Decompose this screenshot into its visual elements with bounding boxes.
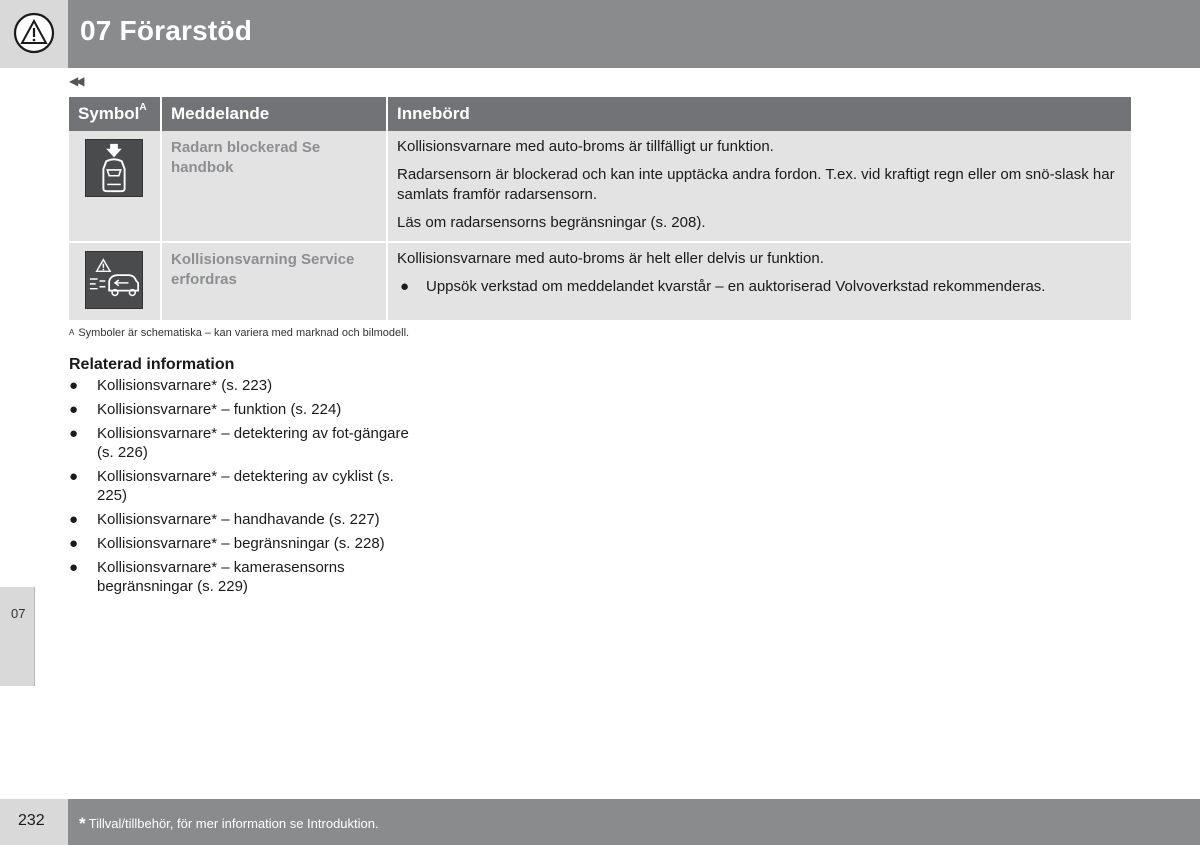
message-cell: Radarn blockerad Se handbok: [161, 131, 387, 242]
table-header-row: [69, 97, 1131, 131]
related-link[interactable]: ● Kollisionsvarnare* – detektering av cyklist (s. 225): [69, 468, 394, 504]
footnote-marker: A: [69, 328, 75, 337]
related-heading: Relaterad information: [69, 356, 235, 373]
related-link[interactable]: ● Kollisionsvarnare* – funktion (s. 224): [69, 401, 342, 418]
chapter-number: 07: [11, 606, 26, 621]
bullet-icon: ●: [69, 468, 79, 485]
related-link[interactable]: ● Kollisionsvarnare* – begränsningar (s. 228): [69, 535, 385, 552]
column-header-meaning: Innebörd: [387, 97, 1131, 131]
header-icon-area: [0, 0, 68, 68]
meaning-text: Kollisionsvarnare med auto-broms är helt eller delvis ur funktion.: [397, 250, 824, 267]
related-list: [69, 376, 409, 601]
meaning-text: Kollisionsvarnare med auto-broms är tillfälligt ur funktion.: [397, 138, 774, 155]
warning-triangle-icon: [13, 12, 55, 54]
footer-note: * Tillval/tillbehör, för mer information se Introduktion.: [79, 814, 379, 833]
meaning-cell: [387, 131, 1131, 242]
bullet-icon: ●: [69, 535, 79, 552]
meaning-text: Radarsensorn är blockerad och kan inte upptäcka andra fordon. T.ex. vid kraftigt regn eller om snö-slask har samlats framför radarsensorn.: [397, 166, 1115, 203]
double-chevron-left-icon[interactable]: ◀◀: [69, 74, 82, 88]
bullet-icon: ●: [69, 377, 79, 394]
radar-blocked-icon: [85, 139, 143, 197]
bullet-icon: ●: [400, 278, 410, 295]
message-cell: Kollisionsvarning Service erfordras: [161, 242, 387, 320]
related-link[interactable]: ● Kollisionsvarnare* – detektering av fot-gängare (s. 226): [69, 425, 409, 461]
table-footnote: A Symboler är schematiska – kan variera med marknad och bilmodell.: [69, 327, 410, 339]
chapter-side-tab[interactable]: [0, 587, 35, 686]
related-link[interactable]: ● Kollisionsvarnare* – kamerasensorns begränsningar (s. 229): [69, 559, 345, 595]
column-header-message: Meddelande: [161, 97, 387, 131]
symbol-cell: [69, 242, 161, 320]
asterisk-marker: *: [79, 814, 86, 833]
symbol-cell: [69, 131, 161, 242]
page-number: 232: [18, 812, 45, 829]
meaning-bullet: ● Uppsök verkstad om meddelandet kvarstår – en auktoriserad Volvoverkstad rekommenderas.: [400, 278, 1046, 295]
related-link[interactable]: ● Kollisionsvarnare* (s. 223): [69, 377, 273, 394]
collision-warning-service-icon: [85, 251, 143, 309]
table-row: [69, 131, 1131, 242]
chapter-title: 07 Förarstöd: [80, 15, 252, 46]
footnote-marker: A: [139, 102, 147, 113]
bullet-icon: ●: [69, 559, 79, 576]
related-link[interactable]: ● Kollisionsvarnare* – handhavande (s. 227): [69, 511, 380, 528]
meaning-text: Läs om radarsensorns begränsningar (s. 208).: [397, 214, 706, 231]
message-table: [69, 97, 1131, 320]
table-row: [69, 242, 1131, 320]
meaning-cell: [387, 242, 1131, 320]
bullet-icon: ●: [69, 401, 79, 418]
bullet-icon: ●: [69, 425, 79, 442]
column-header-symbol: Symbol$^A$: [69, 97, 161, 131]
bullet-icon: ●: [69, 511, 79, 528]
